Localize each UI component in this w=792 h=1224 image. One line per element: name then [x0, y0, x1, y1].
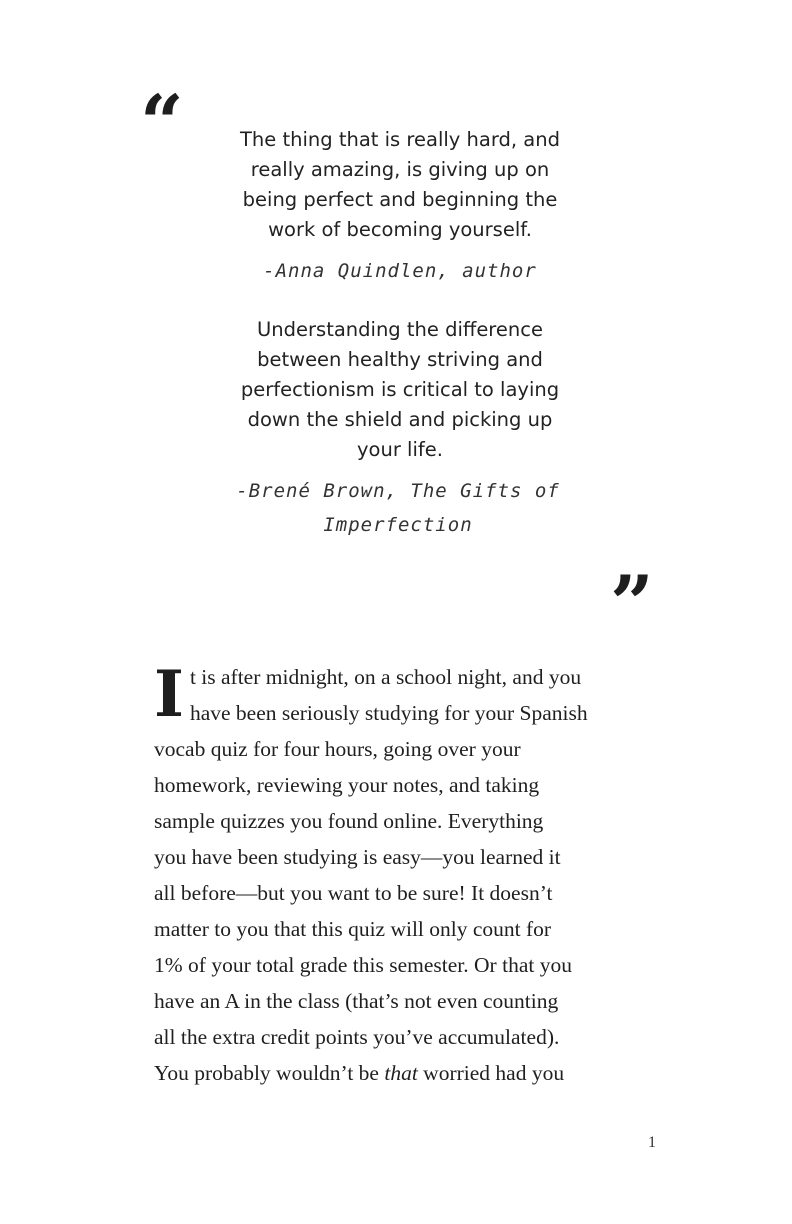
- attribution-line: -Anna Quindlen, author: [263, 260, 537, 282]
- quote-line: being perfect and beginning the: [242, 188, 558, 211]
- body-line: 1% of your total grade this semester. Or that you: [154, 953, 572, 977]
- quote-line: perfectionism is critical to laying: [240, 378, 560, 401]
- body-line: vocab quiz for four hours, going over your: [154, 737, 521, 761]
- body-line-last: [154, 1055, 654, 1091]
- quote-line: really amazing, is giving up on: [250, 158, 550, 181]
- quote-line: work of becoming yourself.: [268, 218, 532, 241]
- body-line: matter to you that this quiz will only count for: [154, 917, 552, 941]
- close-quote-mark: ”: [610, 559, 654, 648]
- body-text-run: worried had you: [417, 1061, 565, 1085]
- quote-line: your life.: [357, 438, 443, 461]
- drop-cap: I: [154, 657, 184, 732]
- epigraph-quote-2: [200, 315, 600, 465]
- body-line: homework, reviewing your notes, and taking: [154, 773, 540, 797]
- body-line: have an A in the class (that’s not even counting: [154, 989, 559, 1013]
- quote-line: The thing that is really hard, and: [240, 128, 560, 151]
- body-line: you have been studying is easy—you learned it: [154, 845, 561, 869]
- epigraph-attribution-2: [193, 474, 603, 542]
- open-quote-mark: “: [140, 78, 184, 167]
- attribution-line: Imperfection: [323, 514, 473, 536]
- emphasis-text: that: [384, 1061, 418, 1085]
- epigraph-quote-1: [200, 125, 600, 245]
- body-line: all the extra credit points you’ve accumulated).: [154, 1025, 560, 1049]
- body-line: sample quizzes you found online. Everything: [154, 809, 544, 833]
- body-line: have been seriously studying for your Spanish: [189, 701, 588, 725]
- body-paragraph: [154, 659, 654, 1091]
- page-number: 1: [648, 1134, 656, 1151]
- quote-line: Understanding the difference: [257, 318, 543, 341]
- body-text-run: You probably wouldn’t be: [154, 1061, 385, 1085]
- quote-line: down the shield and picking up: [247, 408, 553, 431]
- attribution-line: -Brené Brown, The Gifts of: [236, 480, 560, 502]
- body-line: all before—but you want to be sure! It doesn’t: [154, 881, 553, 905]
- quote-line: between healthy striving and: [257, 348, 543, 371]
- epigraph-attribution-1: [200, 254, 600, 288]
- body-line: t is after midnight, on a school night, and you: [189, 665, 582, 689]
